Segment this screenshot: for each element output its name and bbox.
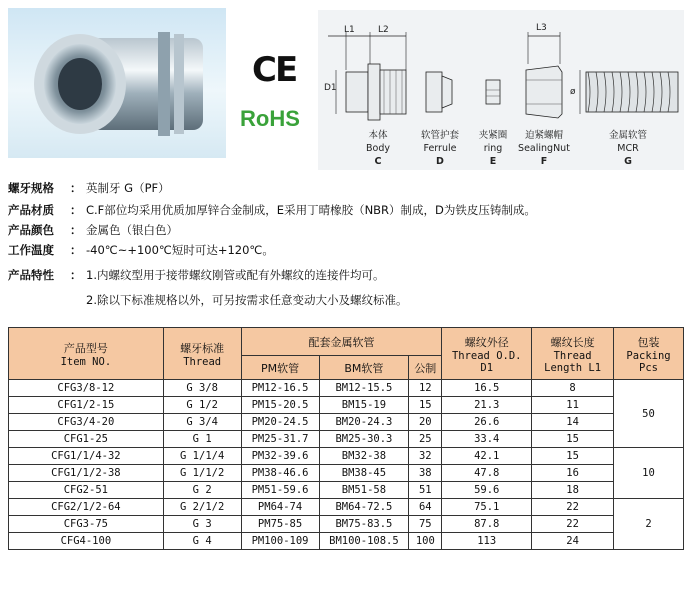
col-header-od — [442, 328, 532, 380]
cell-pm: PM12-16.5 — [241, 380, 319, 397]
part-en: MCR — [617, 143, 639, 154]
technical-drawing — [318, 10, 684, 170]
cell-item: CFG1-25 — [9, 431, 164, 448]
cell-thread: G 3/8 — [163, 380, 241, 397]
cell-od: 42.1 — [442, 448, 532, 465]
cell-length: 18 — [532, 482, 614, 499]
header-sub: D1 — [480, 361, 494, 374]
col-header-length — [532, 328, 614, 380]
part-cn: 软管护套 — [420, 130, 460, 141]
cell-thread: G 1/1/4 — [163, 448, 241, 465]
spec-row: 产品颜色 ： 金属色（银白色） — [8, 223, 178, 237]
part-cn: 迫紧螺帽 — [524, 130, 564, 141]
table-row — [9, 431, 684, 448]
certification-marks — [240, 50, 320, 140]
cell-metric: 32 — [409, 448, 442, 465]
header-en: Thread — [553, 349, 592, 362]
part-code: G — [624, 156, 632, 167]
part-cn: 金属软管 — [608, 130, 648, 141]
header-en: Thread — [183, 355, 222, 368]
cell-packing: 50 — [614, 380, 684, 448]
header-en: Thread O.D. — [451, 349, 522, 362]
body-part-drawing — [346, 64, 406, 120]
cell-length: 22 — [532, 516, 614, 533]
cell-thread: G 3 — [163, 516, 241, 533]
cell-length: 8 — [532, 380, 614, 397]
cell-item: CFG3/4-20 — [9, 414, 164, 431]
cell-bm: BM100-108.5 — [319, 533, 409, 550]
cell-length: 15 — [532, 448, 614, 465]
cell-od: 75.1 — [442, 499, 532, 516]
table-row — [9, 397, 684, 414]
cell-item: CFG1/1/4-32 — [9, 448, 164, 465]
cell-bm: BM64-72.5 — [319, 499, 409, 516]
spec-row: 工作温度 ： -40℃~+100℃短时可达+120℃。 — [8, 243, 274, 257]
cell-metric: 38 — [409, 465, 442, 482]
table-row — [9, 380, 684, 397]
cell-thread: G 4 — [163, 533, 241, 550]
cell-item: CFG1/1/2-38 — [9, 465, 164, 482]
header-en: Packing — [626, 349, 671, 362]
cell-packing: 2 — [614, 499, 684, 550]
cell-metric: 51 — [409, 482, 442, 499]
col-header-model — [9, 328, 164, 380]
part-code: D — [436, 156, 444, 167]
spec-value: 1.内螺纹型用于接带螺纹刚管或配有外螺纹的连接件均可。 — [86, 268, 385, 282]
cell-od: 59.6 — [442, 482, 532, 499]
cell-metric: 100 — [409, 533, 442, 550]
table-row — [9, 516, 684, 533]
table-row — [9, 465, 684, 482]
part-code: E — [489, 156, 497, 167]
part-en: Body — [366, 143, 390, 154]
spec-row: 产品特性 ： 1.内螺纹型用于接带螺纹刚管或配有外螺纹的连接件均可。 — [8, 268, 385, 282]
cell-item: CFG2/1/2-64 — [9, 499, 164, 516]
cell-metric: 75 — [409, 516, 442, 533]
cell-bm: BM38-45 — [319, 465, 409, 482]
cell-bm: BM51-58 — [319, 482, 409, 499]
table-row — [9, 414, 684, 431]
cell-thread: G 1/2 — [163, 397, 241, 414]
cell-bm: BM20-24.3 — [319, 414, 409, 431]
cell-od: 16.5 — [442, 380, 532, 397]
cell-pm: PM64-74 — [241, 499, 319, 516]
dim-l1: L1 — [344, 25, 355, 35]
part-en: ring — [483, 143, 503, 154]
header-sub: Length L1 — [544, 361, 602, 374]
cell-thread: G 1/1/2 — [163, 465, 241, 482]
table-row — [9, 533, 684, 550]
cell-od: 87.8 — [442, 516, 532, 533]
cell-metric: 20 — [409, 414, 442, 431]
part-en: Ferrule — [423, 143, 457, 154]
cell-metric: 12 — [409, 380, 442, 397]
dim-phi: ø — [570, 87, 576, 97]
spec-key: 工作温度 — [8, 243, 54, 257]
cell-od: 26.6 — [442, 414, 532, 431]
cell-item: CFG4-100 — [9, 533, 164, 550]
cell-length: 24 — [532, 533, 614, 550]
cell-od: 21.3 — [442, 397, 532, 414]
ring-part-drawing — [486, 80, 500, 104]
part-code: F — [540, 156, 548, 167]
spec-value: -40℃~+100℃短时可达+120℃。 — [86, 243, 274, 257]
cell-od: 47.8 — [442, 465, 532, 482]
ferrule-part-drawing — [426, 72, 452, 112]
spec-row: 螺牙规格 ： 英制牙 G（PF） — [8, 181, 170, 195]
cell-bm: BM32-38 — [319, 448, 409, 465]
cell-pm: PM75-85 — [241, 516, 319, 533]
col-header-metric: 公制 — [409, 356, 442, 380]
dim-d1: D1 — [324, 83, 337, 93]
part-cn: 夹紧圈 — [478, 130, 508, 141]
header-cn: 包装 — [637, 335, 660, 349]
cell-item: CFG3/8-12 — [9, 380, 164, 397]
product-photo — [8, 8, 226, 158]
sealing-nut-part-drawing — [526, 23, 562, 118]
cell-length: 15 — [532, 431, 614, 448]
col-header-pm: PM软管 — [241, 356, 319, 380]
col-header-hose: 配套金属软管 — [241, 328, 442, 356]
spec-key: 产品颜色 — [8, 223, 54, 237]
cell-packing: 10 — [614, 448, 684, 499]
spec-key: 产品特性 — [8, 268, 54, 282]
part-en: SealingNut — [518, 143, 570, 154]
header-cn: 螺牙标准 — [180, 341, 225, 355]
dim-l3: L3 — [536, 23, 547, 33]
cell-pm: PM38-46.6 — [241, 465, 319, 482]
spec-value: C.F部位均采用优质加厚锌合金制成，E采用丁晴橡胶（NBR）制成，D为铁皮压铸制成。 — [86, 203, 536, 217]
spec-key: 产品材质 — [8, 203, 54, 217]
cell-thread: G 3/4 — [163, 414, 241, 431]
cell-metric: 25 — [409, 431, 442, 448]
cell-item: CFG3-75 — [9, 516, 164, 533]
table-row — [9, 482, 684, 499]
cell-length: 11 — [532, 397, 614, 414]
cell-thread: G 2 — [163, 482, 241, 499]
ce-mark: CE — [252, 50, 297, 90]
fitting-image — [8, 8, 226, 158]
part-code: C — [374, 156, 382, 167]
part-cn: 本体 — [368, 130, 388, 141]
dim-l2: L2 — [378, 25, 389, 35]
spec-table — [8, 327, 684, 550]
spec-row: 产品材质 ： C.F部位均采用优质加厚锌合金制成，E采用丁晴橡胶（NBR）制成，D为铁皮压铸制成。 — [8, 203, 536, 217]
cell-thread: G 1 — [163, 431, 241, 448]
header-sub: Pcs — [639, 361, 658, 374]
col-header-bm: BM软管 — [319, 356, 409, 380]
col-header-thread — [163, 328, 241, 380]
spec-extra: 2.除以下标准规格以外，可另按需求任意变动大小及螺纹标准。 — [86, 293, 408, 307]
cell-length: 22 — [532, 499, 614, 516]
cell-bm: BM75-83.5 — [319, 516, 409, 533]
cell-pm: PM20-24.5 — [241, 414, 319, 431]
cell-od: 113 — [442, 533, 532, 550]
header-cn: 螺纹外径 — [464, 335, 509, 349]
cell-bm: BM12-15.5 — [319, 380, 409, 397]
rohs-mark: RoHS — [240, 106, 300, 131]
header-cn: 螺纹长度 — [550, 335, 595, 349]
cell-bm: BM25-30.3 — [319, 431, 409, 448]
cell-item: CFG2-51 — [9, 482, 164, 499]
cell-od: 33.4 — [442, 431, 532, 448]
cell-item: CFG1/2-15 — [9, 397, 164, 414]
spec-key: 螺牙规格 — [8, 181, 54, 195]
spec-value: 金属色（银白色） — [86, 223, 178, 237]
cell-pm: PM25-31.7 — [241, 431, 319, 448]
hose-part-drawing — [570, 70, 678, 114]
cell-metric: 15 — [409, 397, 442, 414]
cell-thread: G 2/1/2 — [163, 499, 241, 516]
col-header-packing — [614, 328, 684, 380]
cell-metric: 64 — [409, 499, 442, 516]
table-row — [9, 499, 684, 516]
header-en: Item NO. — [60, 355, 112, 368]
drawing-svg — [318, 10, 684, 170]
cell-bm: BM15-19 — [319, 397, 409, 414]
spec-value: 英制牙 G（PF） — [86, 181, 170, 195]
cell-pm: PM100-109 — [241, 533, 319, 550]
table-row — [9, 448, 684, 465]
cell-pm: PM32-39.6 — [241, 448, 319, 465]
cell-pm: PM15-20.5 — [241, 397, 319, 414]
cell-pm: PM51-59.6 — [241, 482, 319, 499]
header-cn: 产品型号 — [63, 341, 108, 355]
cell-length: 14 — [532, 414, 614, 431]
cell-length: 16 — [532, 465, 614, 482]
part-labels — [366, 129, 647, 167]
